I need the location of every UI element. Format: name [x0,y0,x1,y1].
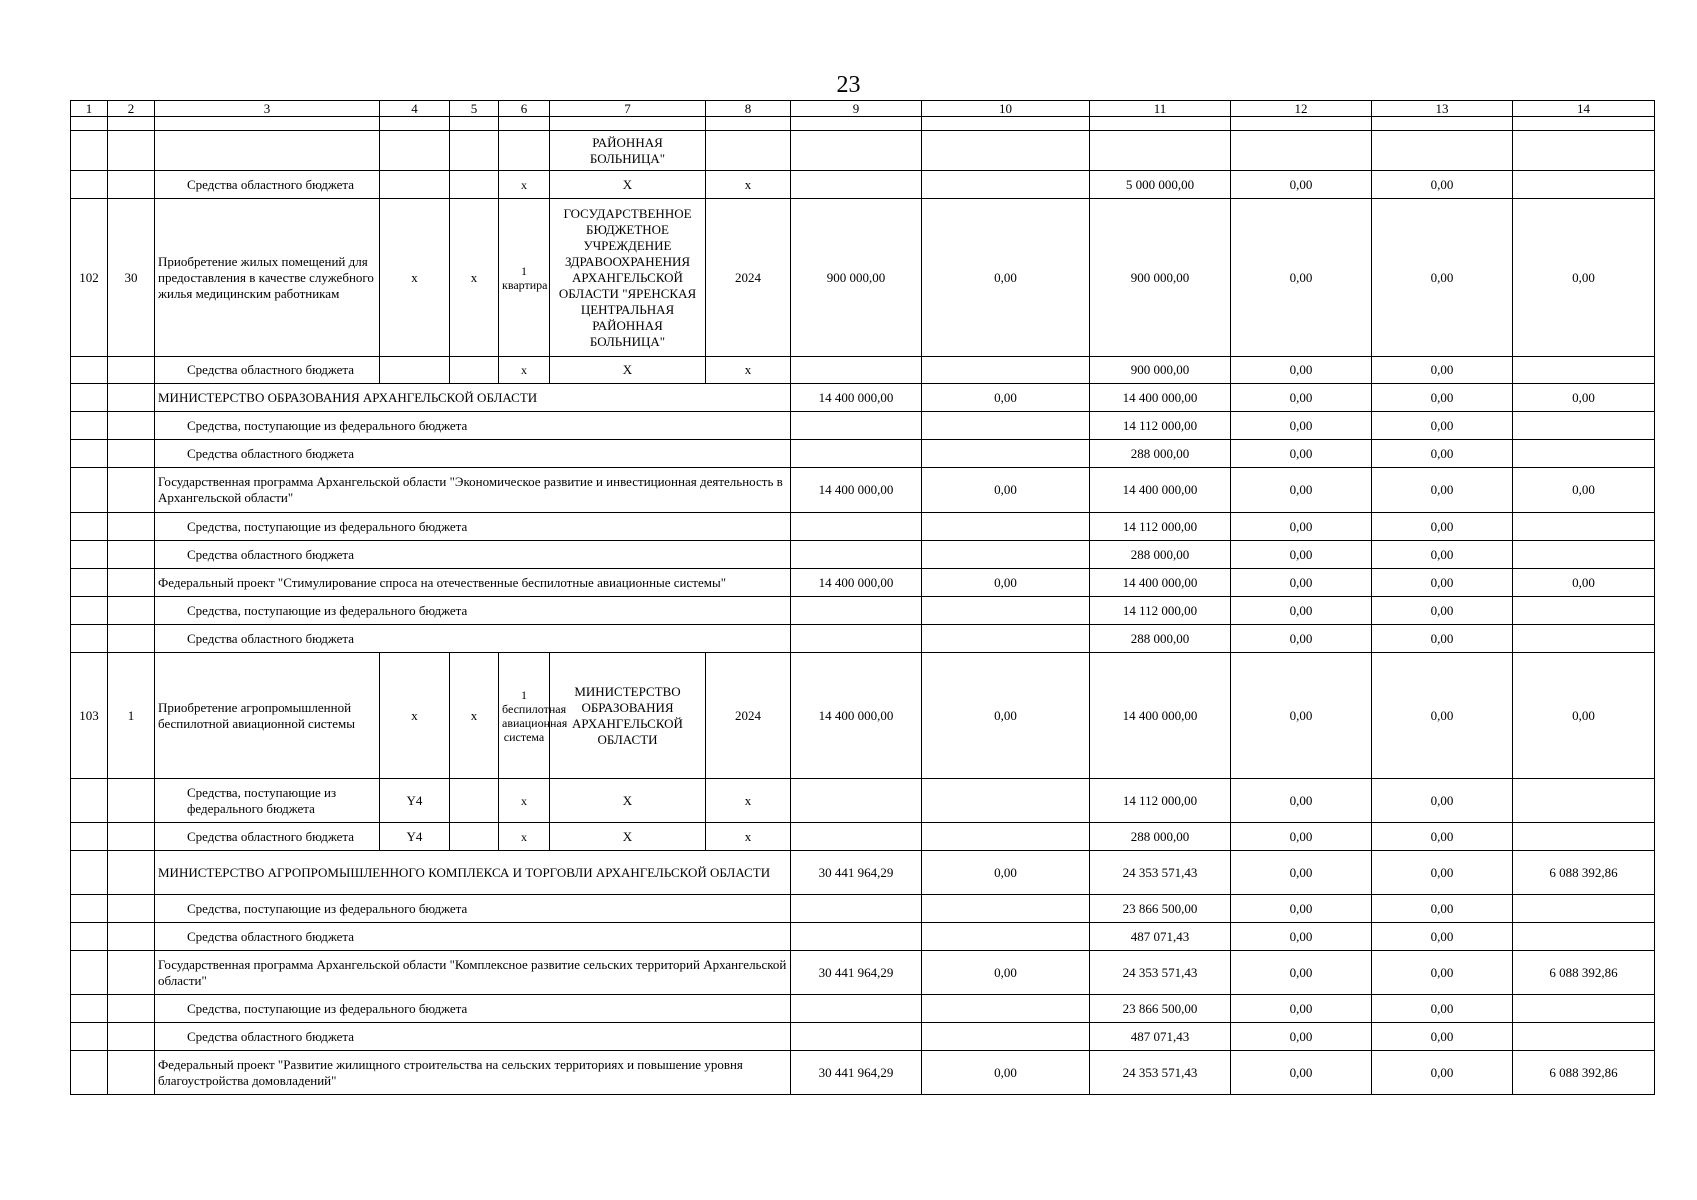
table-cell: 14 112 000,00 [1090,779,1231,823]
table-cell: х [499,823,550,851]
table-cell: 0,00 [1231,384,1372,412]
table-cell: Х [550,171,706,199]
table-cell [108,851,155,895]
table-cell: 0,00 [1372,171,1513,199]
table-cell [108,513,155,541]
table-cell: х [499,357,550,384]
page-number: 23 [836,72,861,98]
table-cell [922,895,1090,923]
table-cell [1513,625,1655,653]
table-cell: х [380,199,450,357]
table-cell: 0,00 [922,951,1090,995]
table-cell: Х [550,823,706,851]
table-cell [108,171,155,199]
table-cell: 0,00 [1513,468,1655,513]
table-cell: Средства, поступающие из федерального бюджета [155,513,791,541]
table-cell: 24 353 571,43 [1090,851,1231,895]
table-cell: 2024 [706,653,791,779]
section-row [71,923,1655,951]
section-row [71,1023,1655,1051]
table-cell: 0,00 [1372,541,1513,569]
table-cell [922,779,1090,823]
table-cell: 14 112 000,00 [1090,597,1231,625]
table-cell: х [706,823,791,851]
table-cell [108,951,155,995]
table-cell: 0,00 [1231,823,1372,851]
table-cell [791,597,922,625]
table-cell [71,1023,108,1051]
table-cell: Федеральный проект "Развитие жилищного строительства на сельских территориях и повышение уровня благоустройства домовладений" [155,1051,791,1095]
table-cell [791,895,922,923]
table-row [71,823,1655,851]
table-cell [71,412,108,440]
table-cell [791,1023,922,1051]
column-number: 10 [922,101,1090,117]
table-cell [71,851,108,895]
table-cell: 14 400 000,00 [1090,653,1231,779]
table-cell: Средства областного бюджета [155,1023,791,1051]
table-cell [791,117,922,131]
table-cell [1513,171,1655,199]
table-cell: 0,00 [1231,1051,1372,1095]
table-cell [791,131,922,171]
table-cell [791,923,922,951]
table-cell: 0,00 [1231,513,1372,541]
section-row [71,468,1655,513]
column-number: 4 [380,101,450,117]
table-cell: 0,00 [1231,199,1372,357]
table-cell [1513,412,1655,440]
table-cell: 0,00 [1372,995,1513,1023]
column-number: 13 [1372,101,1513,117]
table-cell [791,779,922,823]
table-cell [791,995,922,1023]
table-cell: х [499,171,550,199]
table-cell: 0,00 [1231,171,1372,199]
table-cell: 6 088 392,86 [1513,951,1655,995]
table-cell [450,131,499,171]
table-cell [1513,995,1655,1023]
table-cell: Средства, поступающие из федерального бюджета [155,895,791,923]
table-cell [1090,131,1231,171]
table-cell [108,412,155,440]
table-cell: 900 000,00 [791,199,922,357]
table-cell: 0,00 [1513,199,1655,357]
table-cell: Средства областного бюджета [155,823,380,851]
table-cell [380,117,450,131]
table-cell: 0,00 [1231,569,1372,597]
table-cell [550,117,706,131]
table-cell: 288 000,00 [1090,823,1231,851]
table-cell [450,357,499,384]
table-cell: 0,00 [922,384,1090,412]
table-cell: РАЙОННАЯ БОЛЬНИЦА" [550,131,706,171]
table-cell [108,779,155,823]
table-cell [791,357,922,384]
table-cell: 0,00 [1372,851,1513,895]
table-cell: МИНИСТЕРСТВО ОБРАЗОВАНИЯ АРХАНГЕЛЬСКОЙ ОБЛАСТИ [155,384,791,412]
table-cell [1372,117,1513,131]
table-cell [922,823,1090,851]
table-cell: Государственная программа Архангельской области "Комплексное развитие сельских территорий Архангельской области" [155,951,791,995]
table-cell: 0,00 [1513,569,1655,597]
table-cell: 14 112 000,00 [1090,412,1231,440]
table-cell [71,513,108,541]
table-cell: 0,00 [922,199,1090,357]
table-cell [71,1051,108,1095]
column-number: 12 [1231,101,1372,117]
section-row [71,541,1655,569]
table-cell [706,117,791,131]
table-cell [71,995,108,1023]
table-cell: 2024 [706,199,791,357]
table-cell: 288 000,00 [1090,440,1231,468]
table-cell [1513,117,1655,131]
table-cell: 14 400 000,00 [791,384,922,412]
table-cell: Приобретение агропромышленной беспилотной авиационной системы [155,653,380,779]
table-cell: 23 866 500,00 [1090,995,1231,1023]
table-cell [108,384,155,412]
table-cell: 0,00 [1231,895,1372,923]
table-cell [922,513,1090,541]
table-cell: Федеральный проект "Стимулирование спроса на отечественные беспилотные авиационные системы" [155,569,791,597]
section-row [71,384,1655,412]
table-cell: МИНИСТЕРСТВО АГРОПРОМЫШЛЕННОГО КОМПЛЕКСА И ТОРГОВЛИ АРХАНГЕЛЬСКОЙ ОБЛАСТИ [155,851,791,895]
table-cell: 0,00 [1372,823,1513,851]
table-cell: 0,00 [1372,923,1513,951]
table-cell: 0,00 [1231,412,1372,440]
table-cell: Средства областного бюджета [155,625,791,653]
section-row [71,513,1655,541]
table-cell: 0,00 [1372,951,1513,995]
table-cell [1090,117,1231,131]
section-row [71,851,1655,895]
table-cell [71,569,108,597]
table-cell [108,625,155,653]
table-cell [922,625,1090,653]
column-number: 1 [71,101,108,117]
table-cell [1513,131,1655,171]
section-row [71,995,1655,1023]
table-cell: 0,00 [922,1051,1090,1095]
table-cell: Х [550,357,706,384]
budget-table [70,100,1655,1095]
table-cell: 6 088 392,86 [1513,851,1655,895]
table-cell [108,823,155,851]
table-cell: х [706,779,791,823]
column-number-row [71,101,1655,117]
section-row [71,412,1655,440]
table-cell [108,1051,155,1095]
table-cell [108,440,155,468]
table-cell: 0,00 [1372,625,1513,653]
table-cell [71,468,108,513]
table-cell [380,171,450,199]
table-cell: Средства областного бюджета [155,440,791,468]
section-row [71,895,1655,923]
table-cell: х [450,199,499,357]
table-cell [380,357,450,384]
table-cell: 0,00 [1231,923,1372,951]
table-cell [108,468,155,513]
table-cell: ГОСУДАРСТВЕННОЕ БЮДЖЕТНОЕ УЧРЕЖДЕНИЕ ЗДРАВООХРАНЕНИЯ АРХАНГЕЛЬСКОЙ ОБЛАСТИ "ЯРЕНСКАЯ ЦЕНТРАЛЬНАЯ РАЙОННАЯ БОЛЬНИЦА" [550,199,706,357]
table-cell: Средства областного бюджета [155,357,380,384]
table-cell [499,131,550,171]
table-cell: Средства, поступающие из федерального бюджета [155,995,791,1023]
table-cell: х [450,653,499,779]
table-row [71,357,1655,384]
table-cell: 24 353 571,43 [1090,1051,1231,1095]
table-cell: 0,00 [1231,597,1372,625]
section-row [71,440,1655,468]
table-cell: 487 071,43 [1090,923,1231,951]
table-cell [1513,895,1655,923]
table-cell [922,923,1090,951]
table-cell: 900 000,00 [1090,357,1231,384]
table-cell [155,117,380,131]
table-cell [922,995,1090,1023]
table-cell [791,823,922,851]
table-cell: 5 000 000,00 [1090,171,1231,199]
table-cell: 0,00 [922,468,1090,513]
table-cell: 0,00 [1231,357,1372,384]
table-cell: 30 [108,199,155,357]
table-cell: 0,00 [1372,440,1513,468]
table-cell: 0,00 [922,851,1090,895]
table-cell: 24 353 571,43 [1090,951,1231,995]
table-cell [108,597,155,625]
table-cell: 0,00 [1372,569,1513,597]
table-cell: х [499,779,550,823]
table-cell [71,541,108,569]
table-cell [922,412,1090,440]
table-cell: 23 866 500,00 [1090,895,1231,923]
table-cell [1372,131,1513,171]
table-cell: 0,00 [1231,468,1372,513]
table-cell: Средства, поступающие из федерального бюджета [155,779,380,823]
table-cell: 0,00 [1231,851,1372,895]
table-row [71,131,1655,171]
table-cell [71,895,108,923]
table-cell [922,357,1090,384]
table-cell: Y4 [380,779,450,823]
column-number: 8 [706,101,791,117]
table-cell: 0,00 [1372,779,1513,823]
table-cell: 14 400 000,00 [791,468,922,513]
table-cell: 0,00 [1372,597,1513,625]
table-cell: 30 441 964,29 [791,1051,922,1095]
table-cell: 102 [71,199,108,357]
table-cell: Приобретение жилых помещений для предоставления в качестве служебного жилья медицинским работникам [155,199,380,357]
table-cell: 0,00 [1231,541,1372,569]
table-cell: 14 400 000,00 [791,653,922,779]
section-row [71,625,1655,653]
table-cell: 0,00 [1231,440,1372,468]
table-cell: 1 беспилотная авиационная система [499,653,550,779]
table-cell: 1 [108,653,155,779]
table-cell [791,171,922,199]
table-cell [108,541,155,569]
column-number: 14 [1513,101,1655,117]
column-number: 11 [1090,101,1231,117]
table-cell [108,357,155,384]
table-cell: х [706,171,791,199]
table-cell: 487 071,43 [1090,1023,1231,1051]
table-cell [791,541,922,569]
table-cell [71,823,108,851]
table-cell: Средства, поступающие из федерального бюджета [155,597,791,625]
table-cell [450,823,499,851]
table-cell: 0,00 [1513,653,1655,779]
table-cell [71,597,108,625]
table-cell [71,625,108,653]
table-cell: 900 000,00 [1090,199,1231,357]
table-cell: 0,00 [1231,653,1372,779]
table-cell [1231,131,1372,171]
table-cell: 0,00 [1372,384,1513,412]
table-cell: Средства областного бюджета [155,923,791,951]
table-cell: Средства областного бюджета [155,171,380,199]
table-cell: 0,00 [922,653,1090,779]
table-cell: 0,00 [1231,995,1372,1023]
table-cell [450,779,499,823]
table-cell: 6 088 392,86 [1513,1051,1655,1095]
table-cell [1513,513,1655,541]
column-number: 2 [108,101,155,117]
table-cell: х [380,653,450,779]
table-cell [922,440,1090,468]
table-cell: 1 квартира [499,199,550,357]
table-cell [71,440,108,468]
table-cell: Государственная программа Архангельской области "Экономическое развитие и инвестиционная деятельность в Архангельской области" [155,468,791,513]
table-cell [71,357,108,384]
table-cell: Средства областного бюджета [155,541,791,569]
table-cell: 14 400 000,00 [1090,468,1231,513]
table-cell [450,171,499,199]
table-cell [155,131,380,171]
section-row [71,597,1655,625]
table-cell: 14 400 000,00 [791,569,922,597]
table-cell [791,412,922,440]
table-cell [380,131,450,171]
table-cell [71,779,108,823]
table-cell: 14 400 000,00 [1090,569,1231,597]
table-cell [1513,1023,1655,1051]
table-cell: 0,00 [1372,357,1513,384]
table-cell: МИНИСТЕРСТВО ОБРАЗОВАНИЯ АРХАНГЕЛЬСКОЙ ОБЛАСТИ [550,653,706,779]
table-row [71,117,1655,131]
section-row [71,951,1655,995]
table-cell: 30 441 964,29 [791,951,922,995]
table-cell: 0,00 [1372,1051,1513,1095]
table-cell [499,117,550,131]
table-cell: 0,00 [1231,779,1372,823]
table-row [71,199,1655,357]
table-cell [1513,823,1655,851]
table-cell [450,117,499,131]
table-cell [108,895,155,923]
table-cell: Y4 [380,823,450,851]
table-row [71,653,1655,779]
table-cell: 30 441 964,29 [791,851,922,895]
column-number: 5 [450,101,499,117]
table-cell: 103 [71,653,108,779]
table-cell [922,1023,1090,1051]
table-cell [922,131,1090,171]
table-cell: 0,00 [1231,951,1372,995]
table-cell [1231,117,1372,131]
table-cell [791,440,922,468]
section-row [71,569,1655,597]
table-cell: 0,00 [1372,1023,1513,1051]
table-cell [922,171,1090,199]
table-cell: 0,00 [1372,513,1513,541]
section-row [71,1051,1655,1095]
table-cell [1513,923,1655,951]
table-cell [108,1023,155,1051]
table-cell [71,171,108,199]
table-cell [71,923,108,951]
table-cell [108,117,155,131]
table-cell [1513,440,1655,468]
table-cell: 0,00 [1372,653,1513,779]
table-cell: 288 000,00 [1090,625,1231,653]
table-cell [71,384,108,412]
table-cell [791,513,922,541]
table-cell [108,923,155,951]
table-cell [71,951,108,995]
table-cell: Х [550,779,706,823]
table-cell [791,625,922,653]
table-row [71,779,1655,823]
table-cell: 0,00 [1231,1023,1372,1051]
table-cell: 0,00 [1231,625,1372,653]
column-number: 6 [499,101,550,117]
table-cell [1513,541,1655,569]
table-cell [71,131,108,171]
table-cell: 14 112 000,00 [1090,513,1231,541]
table-row [71,171,1655,199]
table-cell [922,541,1090,569]
table-cell [71,117,108,131]
table-cell [922,117,1090,131]
column-number: 9 [791,101,922,117]
table-cell [108,131,155,171]
table-cell [922,597,1090,625]
table-cell [1513,597,1655,625]
column-number: 3 [155,101,380,117]
table-cell [1513,357,1655,384]
table-cell: 0,00 [1372,468,1513,513]
table-cell [1513,779,1655,823]
table-cell [108,995,155,1023]
table-cell: 14 400 000,00 [1090,384,1231,412]
table-cell: 0,00 [1372,895,1513,923]
table-cell: 0,00 [1372,412,1513,440]
table-cell [108,569,155,597]
table-cell: 288 000,00 [1090,541,1231,569]
table-cell: 0,00 [922,569,1090,597]
column-number: 7 [550,101,706,117]
table-cell [706,131,791,171]
table-cell: 0,00 [1513,384,1655,412]
table-cell: х [706,357,791,384]
table-cell: 0,00 [1372,199,1513,357]
table-cell: Средства, поступающие из федерального бюджета [155,412,791,440]
